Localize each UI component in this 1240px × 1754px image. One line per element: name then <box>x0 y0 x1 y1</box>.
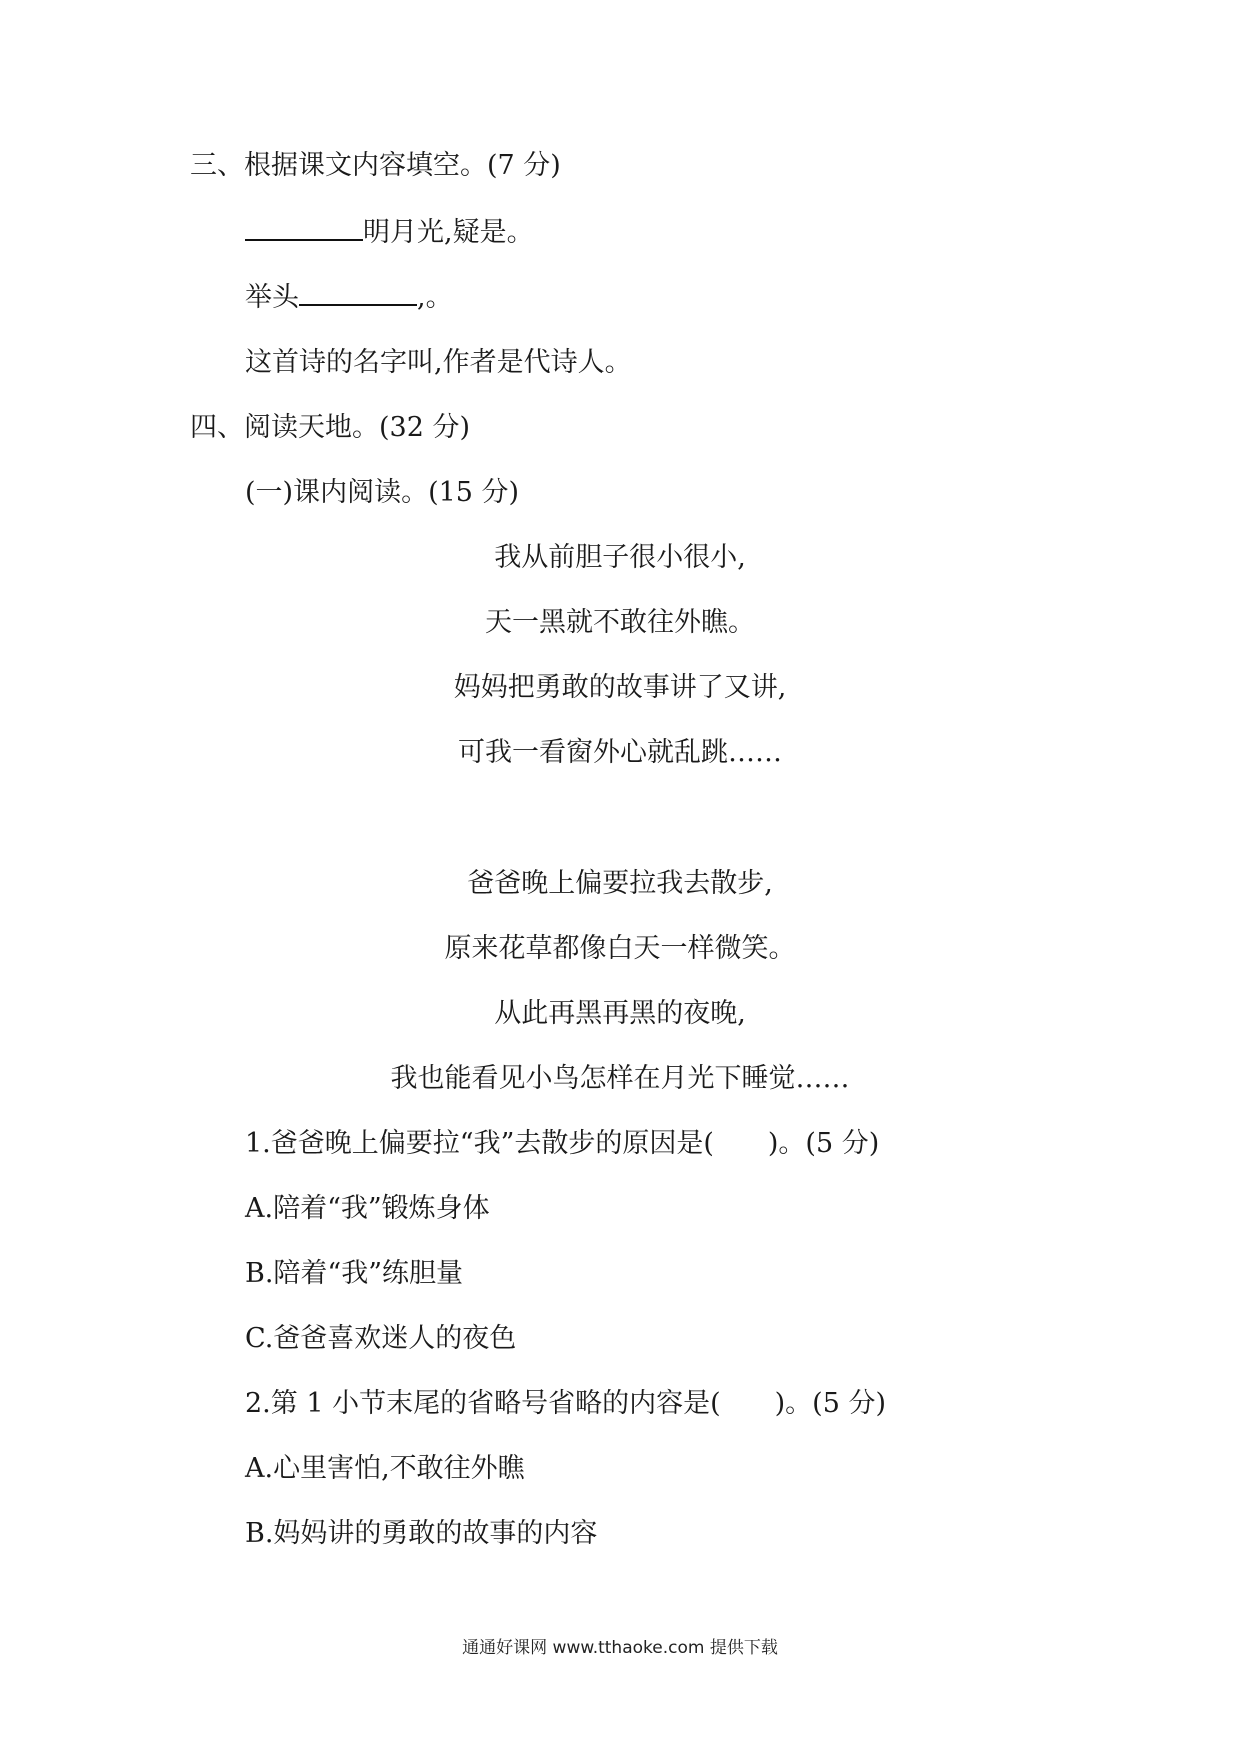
q1-option-a: A.陪着“我”锻炼身体 <box>245 1193 490 1224</box>
fill-line-1-text: 明月光,疑是。 <box>363 217 534 248</box>
fill-line-3: 这首诗的名字叫,作者是代诗人。 <box>245 347 632 378</box>
section4-subheading: (一)课内阅读。(15 分) <box>245 477 520 508</box>
q1-option-b: B.陪着“我”练胆量 <box>245 1258 464 1289</box>
fill-line-2 <box>245 282 453 314</box>
q2-option-b: B.妈妈讲的勇敢的故事的内容 <box>245 1518 598 1549</box>
section4-heading: 四、阅读天地。(32 分) <box>190 412 471 443</box>
footer-watermark: 通通好课网 www.tthaoke.com 提供下载 <box>462 1638 778 1658</box>
question-1: 1.爸爸晚上偏要拉“我”去散步的原因是( )。(5 分) <box>245 1128 880 1159</box>
poem-line: 从此再黑再黑的夜晚, <box>494 998 746 1029</box>
poem-line: 妈妈把勇敢的故事讲了又讲, <box>453 672 787 703</box>
poem-line: 爸爸晚上偏要拉我去散步, <box>467 868 773 899</box>
answer-blank[interactable] <box>299 282 417 306</box>
fill-line-1 <box>245 217 534 249</box>
fill-line-2-prefix: 举头 <box>245 282 299 313</box>
poem-line: 原来花草都像白天一样微笑。 <box>444 933 796 964</box>
poem-line: 天一黑就不敢往外瞧。 <box>485 607 755 638</box>
poem-line: 我从前胆子很小很小, <box>494 542 746 573</box>
answer-blank[interactable] <box>245 217 363 241</box>
section3-heading: 三、根据课文内容填空。(7 分) <box>190 150 561 181</box>
question-2: 2.第 1 小节末尾的省略号省略的内容是( )。(5 分) <box>245 1388 886 1419</box>
fill-line-2-text: ,。 <box>417 282 453 313</box>
poem-line: 可我一看窗外心就乱跳…… <box>458 737 782 768</box>
q1-option-c: C.爸爸喜欢迷人的夜色 <box>245 1323 517 1354</box>
q2-option-a: A.心里害怕,不敢往外瞧 <box>245 1453 525 1484</box>
poem-line: 我也能看见小鸟怎样在月光下睡觉…… <box>390 1063 850 1094</box>
